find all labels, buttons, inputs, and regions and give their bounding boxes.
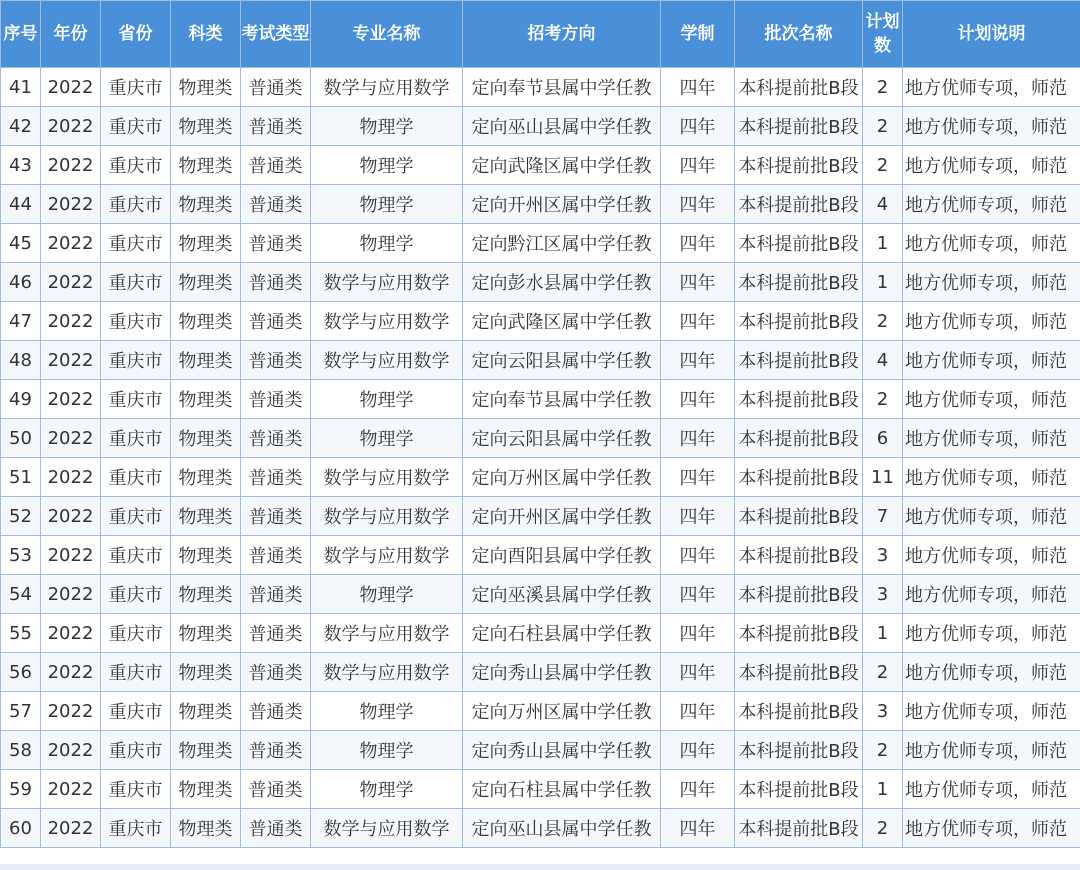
cell-duration: 四年 bbox=[661, 536, 735, 575]
cell-serial: 51 bbox=[1, 458, 41, 497]
cell-year: 2022 bbox=[41, 770, 101, 809]
cell-subject-category: 物理类 bbox=[171, 575, 241, 614]
cell-batch-name: 本科提前批B段 bbox=[735, 341, 863, 380]
cell-duration: 四年 bbox=[661, 146, 735, 185]
cell-plan-note: 地方优师专项，师范 bbox=[903, 614, 1080, 653]
table-row bbox=[1, 263, 1080, 302]
cell-serial: 46 bbox=[1, 263, 41, 302]
cell-exam-type: 普通类 bbox=[241, 653, 311, 692]
cell-year: 2022 bbox=[41, 146, 101, 185]
cell-major-name: 物理学 bbox=[311, 419, 463, 458]
cell-major-name: 物理学 bbox=[311, 146, 463, 185]
cell-plan-count: 6 bbox=[863, 419, 903, 458]
header-plan-note: 计划说明 bbox=[903, 1, 1080, 68]
cell-subject-category: 物理类 bbox=[171, 107, 241, 146]
cell-serial: 56 bbox=[1, 653, 41, 692]
table-row bbox=[1, 653, 1080, 692]
table-row bbox=[1, 575, 1080, 614]
cell-plan-count: 1 bbox=[863, 614, 903, 653]
cell-serial: 45 bbox=[1, 224, 41, 263]
table-row bbox=[1, 770, 1080, 809]
cell-plan-count: 1 bbox=[863, 770, 903, 809]
cell-plan-count: 7 bbox=[863, 497, 903, 536]
table-row bbox=[1, 68, 1080, 107]
cell-serial: 52 bbox=[1, 497, 41, 536]
cell-batch-name: 本科提前批B段 bbox=[735, 731, 863, 770]
cell-year: 2022 bbox=[41, 263, 101, 302]
cell-province: 重庆市 bbox=[101, 575, 171, 614]
table-row bbox=[1, 536, 1080, 575]
cell-plan-note: 地方优师专项，师范 bbox=[903, 263, 1080, 302]
cell-duration: 四年 bbox=[661, 380, 735, 419]
cell-subject-category: 物理类 bbox=[171, 497, 241, 536]
bottom-strip bbox=[0, 864, 1080, 870]
cell-batch-name: 本科提前批B段 bbox=[735, 68, 863, 107]
cell-exam-type: 普通类 bbox=[241, 692, 311, 731]
cell-major-name: 物理学 bbox=[311, 107, 463, 146]
cell-batch-name: 本科提前批B段 bbox=[735, 224, 863, 263]
cell-plan-note: 地方优师专项，师范 bbox=[903, 380, 1080, 419]
cell-duration: 四年 bbox=[661, 458, 735, 497]
cell-plan-note: 地方优师专项，师范 bbox=[903, 809, 1080, 848]
cell-exam-type: 普通类 bbox=[241, 575, 311, 614]
table-row bbox=[1, 692, 1080, 731]
cell-serial: 60 bbox=[1, 809, 41, 848]
cell-recruit-direction: 定向云阳县属中学任教 bbox=[463, 341, 661, 380]
cell-plan-note: 地方优师专项，师范 bbox=[903, 575, 1080, 614]
cell-duration: 四年 bbox=[661, 263, 735, 302]
cell-recruit-direction: 定向开州区属中学任教 bbox=[463, 497, 661, 536]
cell-year: 2022 bbox=[41, 185, 101, 224]
cell-exam-type: 普通类 bbox=[241, 302, 311, 341]
cell-batch-name: 本科提前批B段 bbox=[735, 575, 863, 614]
cell-exam-type: 普通类 bbox=[241, 497, 311, 536]
cell-duration: 四年 bbox=[661, 185, 735, 224]
cell-recruit-direction: 定向巫山县属中学任教 bbox=[463, 809, 661, 848]
cell-major-name: 数学与应用数学 bbox=[311, 68, 463, 107]
cell-plan-note: 地方优师专项，师范 bbox=[903, 107, 1080, 146]
cell-duration: 四年 bbox=[661, 107, 735, 146]
cell-year: 2022 bbox=[41, 107, 101, 146]
table-row bbox=[1, 107, 1080, 146]
cell-batch-name: 本科提前批B段 bbox=[735, 692, 863, 731]
header-province: 省份 bbox=[101, 1, 171, 68]
cell-subject-category: 物理类 bbox=[171, 419, 241, 458]
cell-exam-type: 普通类 bbox=[241, 614, 311, 653]
cell-subject-category: 物理类 bbox=[171, 224, 241, 263]
cell-recruit-direction: 定向万州区属中学任教 bbox=[463, 692, 661, 731]
cell-batch-name: 本科提前批B段 bbox=[735, 809, 863, 848]
cell-batch-name: 本科提前批B段 bbox=[735, 107, 863, 146]
header-major-name: 专业名称 bbox=[311, 1, 463, 68]
cell-province: 重庆市 bbox=[101, 302, 171, 341]
cell-year: 2022 bbox=[41, 614, 101, 653]
cell-plan-count: 4 bbox=[863, 341, 903, 380]
cell-subject-category: 物理类 bbox=[171, 146, 241, 185]
cell-duration: 四年 bbox=[661, 614, 735, 653]
table-row bbox=[1, 731, 1080, 770]
cell-batch-name: 本科提前批B段 bbox=[735, 263, 863, 302]
cell-batch-name: 本科提前批B段 bbox=[735, 614, 863, 653]
cell-subject-category: 物理类 bbox=[171, 536, 241, 575]
cell-major-name: 物理学 bbox=[311, 692, 463, 731]
cell-batch-name: 本科提前批B段 bbox=[735, 497, 863, 536]
cell-recruit-direction: 定向酉阳县属中学任教 bbox=[463, 536, 661, 575]
table-row bbox=[1, 497, 1080, 536]
cell-province: 重庆市 bbox=[101, 146, 171, 185]
cell-plan-count: 1 bbox=[863, 224, 903, 263]
table-row bbox=[1, 614, 1080, 653]
cell-year: 2022 bbox=[41, 341, 101, 380]
cell-plan-count: 3 bbox=[863, 575, 903, 614]
cell-year: 2022 bbox=[41, 419, 101, 458]
cell-subject-category: 物理类 bbox=[171, 263, 241, 302]
cell-recruit-direction: 定向巫山县属中学任教 bbox=[463, 107, 661, 146]
cell-plan-count: 3 bbox=[863, 692, 903, 731]
cell-recruit-direction: 定向奉节县属中学任教 bbox=[463, 68, 661, 107]
cell-batch-name: 本科提前批B段 bbox=[735, 536, 863, 575]
cell-province: 重庆市 bbox=[101, 614, 171, 653]
table-row bbox=[1, 419, 1080, 458]
cell-plan-note: 地方优师专项，师范 bbox=[903, 302, 1080, 341]
cell-recruit-direction: 定向武隆区属中学任教 bbox=[463, 302, 661, 341]
cell-serial: 54 bbox=[1, 575, 41, 614]
cell-duration: 四年 bbox=[661, 224, 735, 263]
cell-duration: 四年 bbox=[661, 731, 735, 770]
cell-plan-note: 地方优师专项，师范 bbox=[903, 692, 1080, 731]
cell-plan-count: 2 bbox=[863, 380, 903, 419]
cell-exam-type: 普通类 bbox=[241, 263, 311, 302]
header-year: 年份 bbox=[41, 1, 101, 68]
cell-serial: 50 bbox=[1, 419, 41, 458]
cell-plan-count: 4 bbox=[863, 185, 903, 224]
cell-serial: 49 bbox=[1, 380, 41, 419]
cell-duration: 四年 bbox=[661, 653, 735, 692]
cell-year: 2022 bbox=[41, 731, 101, 770]
cell-exam-type: 普通类 bbox=[241, 341, 311, 380]
cell-major-name: 物理学 bbox=[311, 224, 463, 263]
table-header-row bbox=[1, 1, 1080, 68]
cell-year: 2022 bbox=[41, 224, 101, 263]
cell-serial: 57 bbox=[1, 692, 41, 731]
cell-year: 2022 bbox=[41, 653, 101, 692]
cell-major-name: 数学与应用数学 bbox=[311, 809, 463, 848]
cell-subject-category: 物理类 bbox=[171, 692, 241, 731]
cell-major-name: 物理学 bbox=[311, 575, 463, 614]
cell-plan-note: 地方优师专项，师范 bbox=[903, 146, 1080, 185]
cell-serial: 47 bbox=[1, 302, 41, 341]
cell-plan-note: 地方优师专项，师范 bbox=[903, 341, 1080, 380]
cell-province: 重庆市 bbox=[101, 536, 171, 575]
cell-major-name: 数学与应用数学 bbox=[311, 302, 463, 341]
cell-exam-type: 普通类 bbox=[241, 380, 311, 419]
table-body bbox=[1, 68, 1080, 848]
cell-province: 重庆市 bbox=[101, 458, 171, 497]
cell-subject-category: 物理类 bbox=[171, 809, 241, 848]
cell-province: 重庆市 bbox=[101, 185, 171, 224]
cell-exam-type: 普通类 bbox=[241, 146, 311, 185]
cell-subject-category: 物理类 bbox=[171, 614, 241, 653]
cell-serial: 58 bbox=[1, 731, 41, 770]
cell-province: 重庆市 bbox=[101, 68, 171, 107]
cell-province: 重庆市 bbox=[101, 107, 171, 146]
cell-province: 重庆市 bbox=[101, 380, 171, 419]
cell-recruit-direction: 定向秀山县属中学任教 bbox=[463, 731, 661, 770]
cell-subject-category: 物理类 bbox=[171, 68, 241, 107]
cell-major-name: 物理学 bbox=[311, 380, 463, 419]
cell-major-name: 数学与应用数学 bbox=[311, 614, 463, 653]
cell-exam-type: 普通类 bbox=[241, 68, 311, 107]
cell-duration: 四年 bbox=[661, 497, 735, 536]
cell-exam-type: 普通类 bbox=[241, 809, 311, 848]
cell-recruit-direction: 定向开州区属中学任教 bbox=[463, 185, 661, 224]
cell-subject-category: 物理类 bbox=[171, 302, 241, 341]
cell-plan-note: 地方优师专项，师范 bbox=[903, 536, 1080, 575]
cell-plan-count: 2 bbox=[863, 653, 903, 692]
cell-plan-note: 地方优师专项，师范 bbox=[903, 497, 1080, 536]
cell-duration: 四年 bbox=[661, 68, 735, 107]
cell-year: 2022 bbox=[41, 536, 101, 575]
cell-year: 2022 bbox=[41, 692, 101, 731]
cell-plan-note: 地方优师专项，师范 bbox=[903, 770, 1080, 809]
cell-duration: 四年 bbox=[661, 302, 735, 341]
cell-batch-name: 本科提前批B段 bbox=[735, 146, 863, 185]
cell-batch-name: 本科提前批B段 bbox=[735, 770, 863, 809]
cell-batch-name: 本科提前批B段 bbox=[735, 185, 863, 224]
cell-serial: 44 bbox=[1, 185, 41, 224]
cell-exam-type: 普通类 bbox=[241, 107, 311, 146]
header-serial: 序号 bbox=[1, 1, 41, 68]
cell-major-name: 数学与应用数学 bbox=[311, 341, 463, 380]
cell-duration: 四年 bbox=[661, 692, 735, 731]
cell-subject-category: 物理类 bbox=[171, 341, 241, 380]
table-row bbox=[1, 185, 1080, 224]
cell-plan-count: 1 bbox=[863, 263, 903, 302]
cell-recruit-direction: 定向彭水县属中学任教 bbox=[463, 263, 661, 302]
cell-serial: 53 bbox=[1, 536, 41, 575]
cell-recruit-direction: 定向奉节县属中学任教 bbox=[463, 380, 661, 419]
cell-recruit-direction: 定向万州区属中学任教 bbox=[463, 458, 661, 497]
table-row bbox=[1, 341, 1080, 380]
cell-province: 重庆市 bbox=[101, 341, 171, 380]
cell-serial: 43 bbox=[1, 146, 41, 185]
cell-plan-note: 地方优师专项，师范 bbox=[903, 68, 1080, 107]
cell-recruit-direction: 定向巫溪县属中学任教 bbox=[463, 575, 661, 614]
header-batch-name: 批次名称 bbox=[735, 1, 863, 68]
cell-subject-category: 物理类 bbox=[171, 458, 241, 497]
cell-subject-category: 物理类 bbox=[171, 653, 241, 692]
cell-year: 2022 bbox=[41, 458, 101, 497]
cell-plan-note: 地方优师专项，师范 bbox=[903, 458, 1080, 497]
cell-exam-type: 普通类 bbox=[241, 770, 311, 809]
cell-duration: 四年 bbox=[661, 419, 735, 458]
cell-batch-name: 本科提前批B段 bbox=[735, 458, 863, 497]
cell-major-name: 数学与应用数学 bbox=[311, 458, 463, 497]
cell-recruit-direction: 定向石柱县属中学任教 bbox=[463, 614, 661, 653]
cell-duration: 四年 bbox=[661, 809, 735, 848]
cell-province: 重庆市 bbox=[101, 263, 171, 302]
cell-duration: 四年 bbox=[661, 770, 735, 809]
cell-year: 2022 bbox=[41, 302, 101, 341]
cell-plan-count: 2 bbox=[863, 302, 903, 341]
table-row bbox=[1, 302, 1080, 341]
cell-batch-name: 本科提前批B段 bbox=[735, 419, 863, 458]
cell-serial: 59 bbox=[1, 770, 41, 809]
cell-province: 重庆市 bbox=[101, 770, 171, 809]
cell-province: 重庆市 bbox=[101, 692, 171, 731]
cell-duration: 四年 bbox=[661, 575, 735, 614]
cell-exam-type: 普通类 bbox=[241, 458, 311, 497]
cell-batch-name: 本科提前批B段 bbox=[735, 302, 863, 341]
cell-plan-note: 地方优师专项，师范 bbox=[903, 731, 1080, 770]
table-row bbox=[1, 224, 1080, 263]
cell-plan-count: 2 bbox=[863, 146, 903, 185]
header-exam-type: 考试类型 bbox=[241, 1, 311, 68]
cell-serial: 48 bbox=[1, 341, 41, 380]
cell-plan-note: 地方优师专项，师范 bbox=[903, 185, 1080, 224]
cell-recruit-direction: 定向石柱县属中学任教 bbox=[463, 770, 661, 809]
cell-serial: 41 bbox=[1, 68, 41, 107]
cell-serial: 55 bbox=[1, 614, 41, 653]
cell-recruit-direction: 定向黔江区属中学任教 bbox=[463, 224, 661, 263]
cell-province: 重庆市 bbox=[101, 731, 171, 770]
cell-subject-category: 物理类 bbox=[171, 731, 241, 770]
cell-plan-count: 2 bbox=[863, 107, 903, 146]
cell-subject-category: 物理类 bbox=[171, 770, 241, 809]
cell-year: 2022 bbox=[41, 497, 101, 536]
cell-major-name: 物理学 bbox=[311, 731, 463, 770]
cell-exam-type: 普通类 bbox=[241, 419, 311, 458]
cell-year: 2022 bbox=[41, 575, 101, 614]
cell-recruit-direction: 定向云阳县属中学任教 bbox=[463, 419, 661, 458]
cell-recruit-direction: 定向秀山县属中学任教 bbox=[463, 653, 661, 692]
header-recruit-direction: 招考方向 bbox=[463, 1, 661, 68]
cell-duration: 四年 bbox=[661, 341, 735, 380]
cell-province: 重庆市 bbox=[101, 224, 171, 263]
cell-major-name: 物理学 bbox=[311, 770, 463, 809]
cell-major-name: 物理学 bbox=[311, 185, 463, 224]
cell-plan-count: 3 bbox=[863, 536, 903, 575]
table-row bbox=[1, 809, 1080, 848]
cell-major-name: 数学与应用数学 bbox=[311, 536, 463, 575]
table-row bbox=[1, 380, 1080, 419]
header-subject-category: 科类 bbox=[171, 1, 241, 68]
header-plan-count: 计划数 bbox=[863, 1, 903, 68]
cell-exam-type: 普通类 bbox=[241, 536, 311, 575]
cell-plan-note: 地方优师专项，师范 bbox=[903, 653, 1080, 692]
cell-year: 2022 bbox=[41, 68, 101, 107]
cell-major-name: 数学与应用数学 bbox=[311, 497, 463, 536]
cell-year: 2022 bbox=[41, 809, 101, 848]
cell-province: 重庆市 bbox=[101, 653, 171, 692]
cell-exam-type: 普通类 bbox=[241, 224, 311, 263]
cell-plan-note: 地方优师专项，师范 bbox=[903, 419, 1080, 458]
cell-serial: 42 bbox=[1, 107, 41, 146]
cell-subject-category: 物理类 bbox=[171, 380, 241, 419]
cell-plan-count: 2 bbox=[863, 68, 903, 107]
cell-plan-count: 11 bbox=[863, 458, 903, 497]
cell-exam-type: 普通类 bbox=[241, 185, 311, 224]
cell-recruit-direction: 定向武隆区属中学任教 bbox=[463, 146, 661, 185]
cell-batch-name: 本科提前批B段 bbox=[735, 380, 863, 419]
cell-major-name: 数学与应用数学 bbox=[311, 653, 463, 692]
cell-exam-type: 普通类 bbox=[241, 731, 311, 770]
cell-plan-count: 2 bbox=[863, 731, 903, 770]
cell-plan-note: 地方优师专项，师范 bbox=[903, 224, 1080, 263]
cell-province: 重庆市 bbox=[101, 419, 171, 458]
table-row bbox=[1, 458, 1080, 497]
cell-province: 重庆市 bbox=[101, 497, 171, 536]
header-duration: 学制 bbox=[661, 1, 735, 68]
cell-year: 2022 bbox=[41, 380, 101, 419]
cell-plan-count: 2 bbox=[863, 809, 903, 848]
cell-province: 重庆市 bbox=[101, 809, 171, 848]
cell-batch-name: 本科提前批B段 bbox=[735, 653, 863, 692]
table-row bbox=[1, 146, 1080, 185]
cell-subject-category: 物理类 bbox=[171, 185, 241, 224]
cell-major-name: 数学与应用数学 bbox=[311, 263, 463, 302]
